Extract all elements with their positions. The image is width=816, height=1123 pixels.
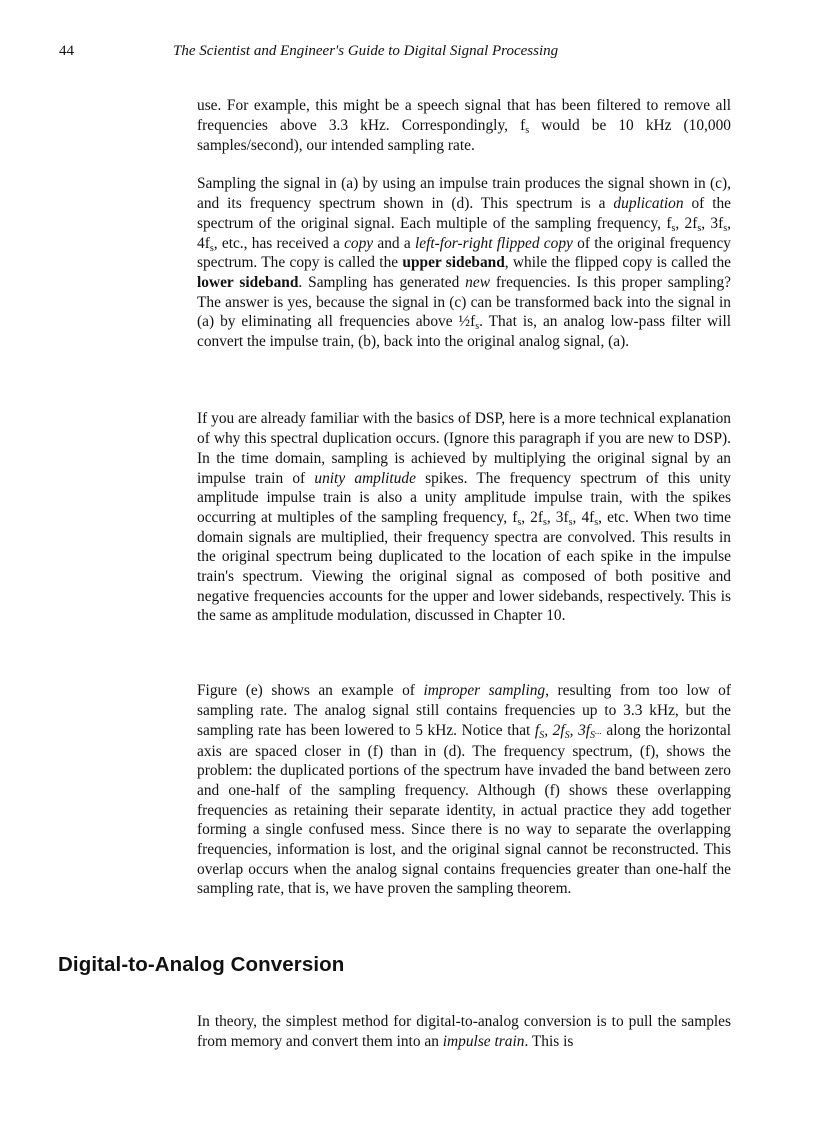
subscript: s <box>517 516 522 528</box>
math-fs-list <box>535 722 602 739</box>
text-run: In theory, the simplest method for digital-to-analog conversion is to pull the samples from memory and convert them into an <box>197 1013 731 1051</box>
text-run: , while the flipped copy is called the <box>504 254 731 272</box>
emphasis: new <box>465 273 490 291</box>
text-run: , 2f <box>521 508 543 526</box>
text-run: of the original frequency spectrum. The copy is called the <box>197 234 731 272</box>
bold-term: lower sideband <box>197 273 299 291</box>
text-run: , 3f <box>701 214 724 232</box>
text-run: , 2f <box>675 214 698 232</box>
subscript: s <box>568 516 573 528</box>
paragraph-5 <box>197 1012 731 1051</box>
subscript: s <box>697 222 702 234</box>
emphasis: improper sampling <box>423 682 546 700</box>
subscript: s <box>209 242 214 254</box>
subscript: s <box>671 222 676 234</box>
text-run: , etc., has received a <box>213 234 345 252</box>
emphasis: copy <box>344 234 374 252</box>
text-run: spikes. The frequency spectrum of this unity amplitude impulse train is also a unity amplitude impulse train, with the spikes occurring at multiples of the sampling frequency, f <box>197 469 731 526</box>
math-symbol: f <box>534 721 540 739</box>
text-run: . That is, an analog low-pass filter will convert the impulse train, (b), back into the original analog signal, (a). <box>197 313 731 351</box>
subscript: s <box>594 516 599 528</box>
text-run: , 3f <box>546 508 569 526</box>
text-run: , 4f <box>572 508 595 526</box>
text-run: Figure (e) shows an example of <box>197 682 424 700</box>
text-run: , 4f <box>197 214 731 252</box>
subscript: S <box>590 729 596 741</box>
math-symbol: , 2f <box>544 721 565 739</box>
running-title: The Scientist and Engineer's Guide to Digital Signal Processing <box>173 43 559 59</box>
text-run: Sampling the signal in (a) by using an impulse train produces the signal shown in (c), and its frequency spectrum shown in (d). This spectrum is a <box>197 175 731 213</box>
paragraph-1 <box>197 96 731 155</box>
page-header <box>59 43 739 65</box>
paragraph-3 <box>197 409 731 626</box>
ellipsis: ... <box>595 725 602 736</box>
text-run: If you are already familiar with the basics of DSP, here is a more technical explanation of why this spectral duplication occurs. (Ignore this paragraph if you are new to DSP). In the time domain, sampling is achieved by multiplying the original signal by an impulse train of <box>197 410 731 487</box>
text-run: . Sampling has generated <box>298 273 466 291</box>
text-run: use. For example, this might be a speech signal that has been filtered to remove all frequencies above 3.3 kHz. Correspondingly, f <box>197 97 731 135</box>
math-symbol: , 3f <box>569 721 591 739</box>
emphasis: impulse train <box>442 1033 525 1051</box>
subscript: s <box>723 222 728 234</box>
text-run: along the horizontal axis are spaced closer in (f) than in (d). The frequency spectrum, (f), shows the problem: the duplicated portions of the spectrum have invaded the band between zero and one-half of the sampling frequency. Although (f) shows these overlapping frequencies as retaining their separate identity, in actual practice they add together forming a single confused mess. Since there is no way to separate the overlapping frequencies, information is lost, and the original signal cannot be reconstructed. This overlap occurs when the analog signal contains frequencies greater than one-half the sampling rate, that is, we have proven the sampling theorem. <box>197 721 731 898</box>
text-run: and a <box>373 234 416 252</box>
text-run: , resulting from too low of sampling rate. The analog signal still contains frequencies up to 3.3 kHz, but the sampling rate has been lowered to 5 kHz. Notice that <box>197 682 731 739</box>
paragraph-2 <box>197 174 731 351</box>
text-run: , etc. When two time domain signals are multiplied, their frequency spectra are convolved. This results in the original spectrum being duplicated to the location of each spike in the impulse train's spectrum. Viewing the original signal as composed of both positive and negative frequencies accounts for the upper and lower sidebands, respectively. This is the same as amplitude modulation, discussed in Chapter 10. <box>197 508 731 625</box>
emphasis: left-for-right flipped copy <box>415 234 573 252</box>
emphasis: duplication <box>613 195 684 213</box>
emphasis: unity amplitude <box>314 469 416 487</box>
text-run: . This is <box>524 1033 574 1051</box>
text-run: frequencies. Is this proper sampling? The answer is yes, because the signal in (c) can be transformed back into the signal in (a) by eliminating all frequencies above ½f <box>197 273 731 331</box>
section-heading: Digital-to-Analog Conversion <box>58 953 345 976</box>
subscript: s <box>542 516 547 528</box>
paragraph-4 <box>197 681 731 899</box>
bold-term: upper sideband <box>402 254 505 272</box>
subscript: s <box>475 321 480 333</box>
text-run: would be 10 kHz (10,000 samples/second), our intended sampling rate. <box>197 117 731 154</box>
subscript: S <box>539 729 545 741</box>
page-number: 44 <box>59 43 74 59</box>
text-run: of the spectrum of the original signal. Each multiple of the sampling frequency, f <box>197 195 732 232</box>
subscript: S <box>564 729 570 741</box>
subscript: s <box>525 125 530 137</box>
